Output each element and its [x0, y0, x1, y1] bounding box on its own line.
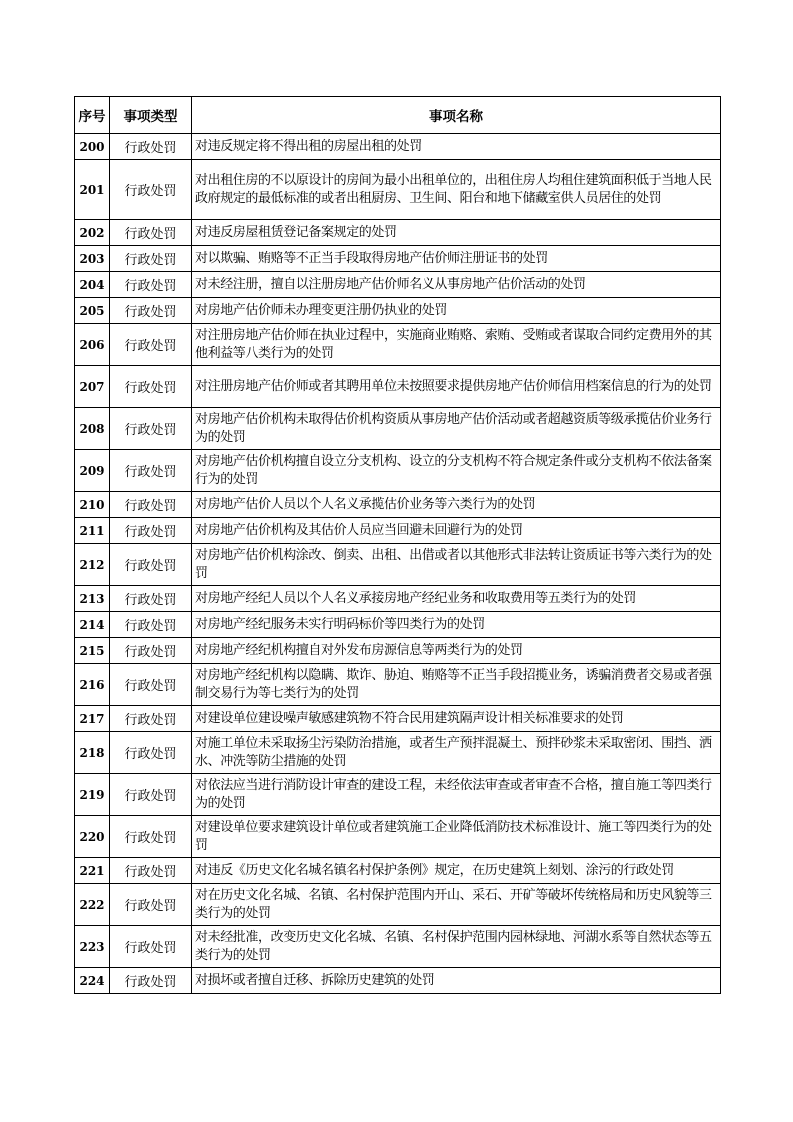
row-index: 205: [75, 298, 110, 324]
row-type: 行政处罚: [110, 968, 192, 994]
row-index: 218: [75, 732, 110, 774]
row-index: 210: [75, 492, 110, 518]
row-name: 对房地产估价机构及其估价人员应当回避未回避行为的处罚: [192, 518, 721, 544]
row-name: 对房地产经纪人员以个人名义承接房地产经纪业务和收取费用等五类行为的处罚: [192, 586, 721, 612]
row-type: 行政处罚: [110, 732, 192, 774]
table-row: [75, 492, 721, 518]
row-index: 207: [75, 366, 110, 408]
row-index: 208: [75, 408, 110, 450]
row-index: 214: [75, 612, 110, 638]
row-index: 224: [75, 968, 110, 994]
row-type: 行政处罚: [110, 272, 192, 298]
row-index: 216: [75, 664, 110, 706]
header-type: 事项类型: [110, 97, 192, 134]
row-type: 行政处罚: [110, 612, 192, 638]
table-row: [75, 544, 721, 586]
row-name: 对房地产估价机构未取得估价机构资质从事房地产估价活动或者超越资质等级承揽估价业务行为的处罚: [192, 408, 721, 450]
row-name: 对注册房地产估价师在执业过程中，实施商业贿赂、索贿、受贿或者谋取合同约定费用外的其他利益等八类行为的处罚: [192, 324, 721, 366]
row-type: 行政处罚: [110, 638, 192, 664]
row-type: 行政处罚: [110, 134, 192, 160]
row-index: 209: [75, 450, 110, 492]
row-name: 对未经批准，改变历史文化名城、名镇、名村保护范围内园林绿地、河湖水系等自然状态等五类行为的处罚: [192, 926, 721, 968]
table-row: [75, 884, 721, 926]
row-name: 对未经注册，擅自以注册房地产估价师名义从事房地产估价活动的处罚: [192, 272, 721, 298]
table-row: [75, 732, 721, 774]
row-type: 行政处罚: [110, 160, 192, 220]
header-name: 事项名称: [192, 97, 721, 134]
table-header-row: [75, 97, 721, 134]
row-type: 行政处罚: [110, 816, 192, 858]
row-type: 行政处罚: [110, 586, 192, 612]
row-type: 行政处罚: [110, 220, 192, 246]
row-type: 行政处罚: [110, 492, 192, 518]
table-row: [75, 246, 721, 272]
row-name: 对房地产经纪机构以隐瞒、欺诈、胁迫、贿赂等不正当手段招揽业务，诱骗消费者交易或者强制交易行为等七类行为的处罚: [192, 664, 721, 706]
row-name: 对注册房地产估价师或者其聘用单位未按照要求提供房地产估价师信用档案信息的行为的处罚: [192, 366, 721, 408]
table-row: [75, 968, 721, 994]
row-type: 行政处罚: [110, 926, 192, 968]
row-name: 对房地产估价人员以个人名义承揽估价业务等六类行为的处罚: [192, 492, 721, 518]
row-type: 行政处罚: [110, 408, 192, 450]
row-type: 行政处罚: [110, 246, 192, 272]
row-name: 对损坏或者擅自迁移、拆除历史建筑的处罚: [192, 968, 721, 994]
table-row: [75, 408, 721, 450]
table-row: [75, 858, 721, 884]
row-index: 217: [75, 706, 110, 732]
table-row: [75, 706, 721, 732]
table-row: [75, 612, 721, 638]
row-name: 对房地产经纪机构擅自对外发布房源信息等两类行为的处罚: [192, 638, 721, 664]
table-row: [75, 324, 721, 366]
table-row: [75, 638, 721, 664]
table-row: [75, 816, 721, 858]
row-type: 行政处罚: [110, 706, 192, 732]
enforcement-items-table: [74, 96, 721, 994]
row-type: 行政处罚: [110, 858, 192, 884]
header-index: 序号: [75, 97, 110, 134]
row-type: 行政处罚: [110, 450, 192, 492]
row-index: 220: [75, 816, 110, 858]
table-row: [75, 298, 721, 324]
row-type: 行政处罚: [110, 518, 192, 544]
table-row: [75, 220, 721, 246]
row-name: 对以欺骗、贿赂等不正当手段取得房地产估价师注册证书的处罚: [192, 246, 721, 272]
row-name: 对在历史文化名城、名镇、名村保护范围内开山、采石、开矿等破坏传统格局和历史风貌等三类行为的处罚: [192, 884, 721, 926]
row-name: 对施工单位未采取扬尘污染防治措施，或者生产预拌混凝土、预拌砂浆未采取密闭、围挡、洒水、冲洗等防尘措施的处罚: [192, 732, 721, 774]
row-index: 221: [75, 858, 110, 884]
row-type: 行政处罚: [110, 884, 192, 926]
row-name: 对房地产估价机构涂改、倒卖、出租、出借或者以其他形式非法转让资质证书等六类行为的处罚: [192, 544, 721, 586]
row-name: 对依法应当进行消防设计审查的建设工程，未经依法审查或者审查不合格，擅自施工等四类行为的处罚: [192, 774, 721, 816]
table-row: [75, 366, 721, 408]
row-type: 行政处罚: [110, 298, 192, 324]
row-name: 对违反规定将不得出租的房屋出租的处罚: [192, 134, 721, 160]
row-type: 行政处罚: [110, 366, 192, 408]
table-row: [75, 134, 721, 160]
row-name: 对违反《历史文化名城名镇名村保护条例》规定，在历史建筑上刻划、涂污的行政处罚: [192, 858, 721, 884]
row-index: 204: [75, 272, 110, 298]
table-row: [75, 586, 721, 612]
row-name: 对房地产估价师未办理变更注册仍执业的处罚: [192, 298, 721, 324]
row-index: 219: [75, 774, 110, 816]
row-name: 对房地产经纪服务未实行明码标价等四类行为的处罚: [192, 612, 721, 638]
table-row: [75, 272, 721, 298]
row-name: 对建设单位建设噪声敏感建筑物不符合民用建筑隔声设计相关标准要求的处罚: [192, 706, 721, 732]
row-name: 对房地产估价机构擅自设立分支机构、设立的分支机构不符合规定条件或分支机构不依法备案行为的处罚: [192, 450, 721, 492]
table-row: [75, 664, 721, 706]
row-index: 223: [75, 926, 110, 968]
row-index: 203: [75, 246, 110, 272]
table-row: [75, 450, 721, 492]
row-type: 行政处罚: [110, 774, 192, 816]
row-index: 200: [75, 134, 110, 160]
row-name: 对建设单位要求建筑设计单位或者建筑施工企业降低消防技术标准设计、施工等四类行为的处罚: [192, 816, 721, 858]
table-row: [75, 926, 721, 968]
row-name: 对违反房屋租赁登记备案规定的处罚: [192, 220, 721, 246]
row-type: 行政处罚: [110, 664, 192, 706]
row-index: 202: [75, 220, 110, 246]
row-type: 行政处罚: [110, 324, 192, 366]
row-name: 对出租住房的不以原设计的房间为最小出租单位的，出租住房人均租住建筑面积低于当地人民政府规定的最低标准的或者出租厨房、卫生间、阳台和地下储藏室供人员居住的处罚: [192, 160, 721, 220]
row-index: 215: [75, 638, 110, 664]
table-row: [75, 774, 721, 816]
row-index: 222: [75, 884, 110, 926]
row-index: 213: [75, 586, 110, 612]
table-row: [75, 160, 721, 220]
row-index: 206: [75, 324, 110, 366]
row-index: 211: [75, 518, 110, 544]
row-type: 行政处罚: [110, 544, 192, 586]
row-index: 212: [75, 544, 110, 586]
row-index: 201: [75, 160, 110, 220]
table-row: [75, 518, 721, 544]
